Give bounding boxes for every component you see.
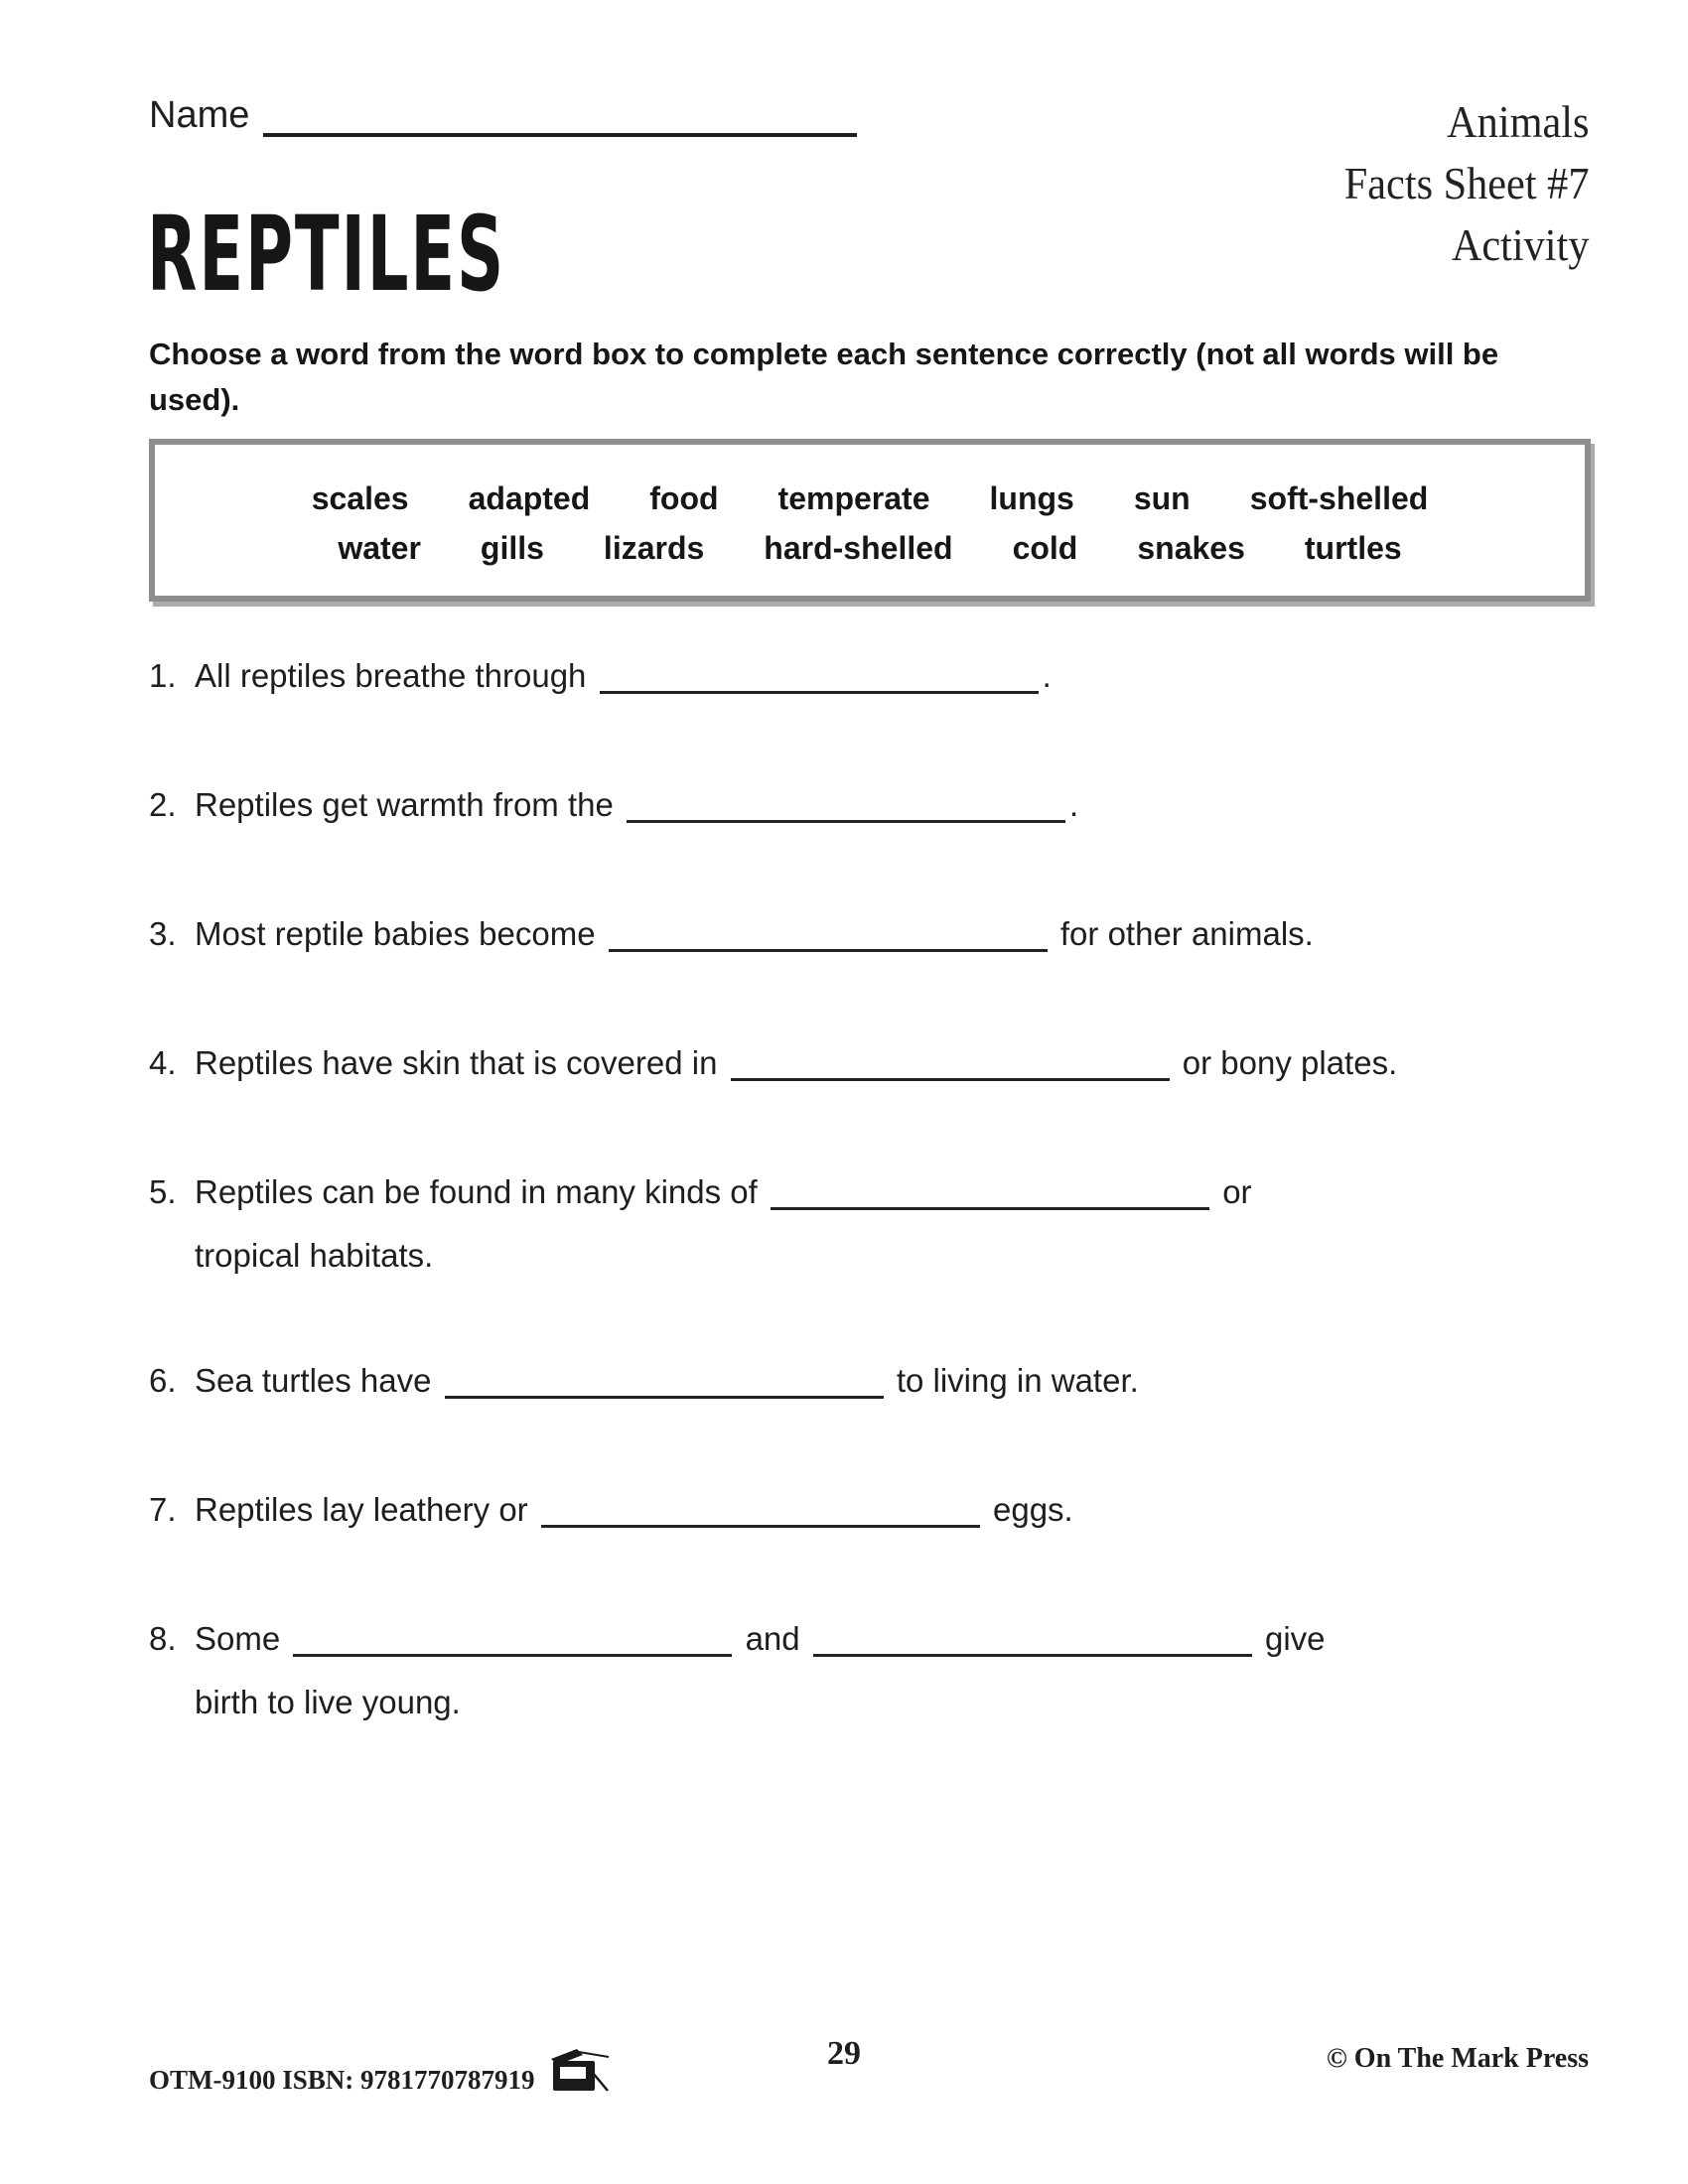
question-text: Sea turtles have xyxy=(195,1362,432,1399)
question-text: to living in water. xyxy=(896,1362,1139,1399)
question-text: . xyxy=(1069,786,1079,823)
answer-blank xyxy=(609,917,1048,952)
question-number: 1. xyxy=(149,657,177,694)
page-number: 29 xyxy=(827,2035,861,2072)
question-number: 3. xyxy=(149,915,177,952)
word-item: cold xyxy=(1012,530,1078,566)
word-item: turtles xyxy=(1304,530,1402,566)
question-number: 4. xyxy=(149,1044,177,1081)
answer-blank xyxy=(731,1046,1170,1081)
question-text: or bony plates. xyxy=(1182,1044,1398,1081)
question-list xyxy=(149,655,1599,1807)
word-item: snakes xyxy=(1137,530,1245,566)
word-item: lizards xyxy=(603,530,705,566)
question-text-line2: tropical habitats. xyxy=(195,1237,434,1274)
answer-blank xyxy=(293,1622,732,1657)
question-text: and xyxy=(745,1620,800,1657)
page-title: REPTILES xyxy=(147,194,506,315)
instructions-text: Choose a word from the word box to complete each sentence correctly (not all words will be used). xyxy=(149,337,1499,417)
name-write-line xyxy=(263,95,857,137)
name-label: Name xyxy=(149,94,250,136)
answer-blank xyxy=(813,1622,1252,1657)
header-series: Animals xyxy=(1446,97,1589,147)
answer-blank xyxy=(627,788,1065,823)
question-4 xyxy=(149,1042,1599,1084)
question-7 xyxy=(149,1489,1599,1531)
word-box-row-1 xyxy=(169,478,1571,518)
question-number: 2. xyxy=(149,786,177,823)
word-item: hard-shelled xyxy=(764,530,953,566)
question-number: 7. xyxy=(149,1491,177,1528)
copyright-notice: © On The Mark Press xyxy=(1326,2043,1589,2074)
header-meta xyxy=(1343,91,1589,276)
question-text: for other animals. xyxy=(1059,915,1314,952)
word-item: water xyxy=(338,530,421,566)
word-box-row-2 xyxy=(169,528,1571,568)
question-6 xyxy=(149,1360,1599,1402)
header-sheet-number: Facts Sheet #7 xyxy=(1343,159,1589,208)
answer-blank xyxy=(600,659,1039,694)
question-number: 6. xyxy=(149,1362,177,1399)
question-text: Reptiles can be found in many kinds of xyxy=(195,1173,758,1210)
question-text: eggs. xyxy=(993,1491,1073,1528)
question-8 xyxy=(149,1618,1599,1723)
question-text: Reptiles get warmth from the xyxy=(195,786,614,823)
question-text: . xyxy=(1042,657,1052,694)
word-item: temperate xyxy=(777,480,930,516)
header-activity-label: Activity xyxy=(1451,220,1589,270)
question-number: 8. xyxy=(149,1620,177,1657)
question-text: All reptiles breathe through xyxy=(195,657,587,694)
question-number: 5. xyxy=(149,1173,177,1210)
question-text: give xyxy=(1264,1620,1326,1657)
word-item: lungs xyxy=(989,480,1074,516)
name-row xyxy=(149,93,857,137)
word-item: food xyxy=(649,480,719,516)
footer-isbn-text: OTM-9100 ISBN: 9781770787919 xyxy=(149,2065,535,2095)
answer-blank xyxy=(771,1175,1209,1210)
question-text: or xyxy=(1222,1173,1252,1210)
question-1 xyxy=(149,655,1599,697)
answer-blank xyxy=(445,1364,884,1399)
word-item: gills xyxy=(480,530,544,566)
question-text: Reptiles have skin that is covered in xyxy=(195,1044,718,1081)
word-item: scales xyxy=(311,480,409,516)
question-3 xyxy=(149,913,1599,955)
question-text: Some xyxy=(195,1620,281,1657)
question-text: Reptiles lay leathery or xyxy=(195,1491,528,1528)
word-box xyxy=(149,439,1591,602)
word-item: adapted xyxy=(468,480,591,516)
question-5 xyxy=(149,1171,1599,1277)
question-text: Most reptile babies become xyxy=(195,915,596,952)
question-2 xyxy=(149,784,1599,826)
word-item: sun xyxy=(1133,480,1191,516)
question-text-line2: birth to live young. xyxy=(195,1684,461,1720)
answer-blank xyxy=(541,1493,980,1528)
word-item: soft-shelled xyxy=(1249,480,1429,516)
